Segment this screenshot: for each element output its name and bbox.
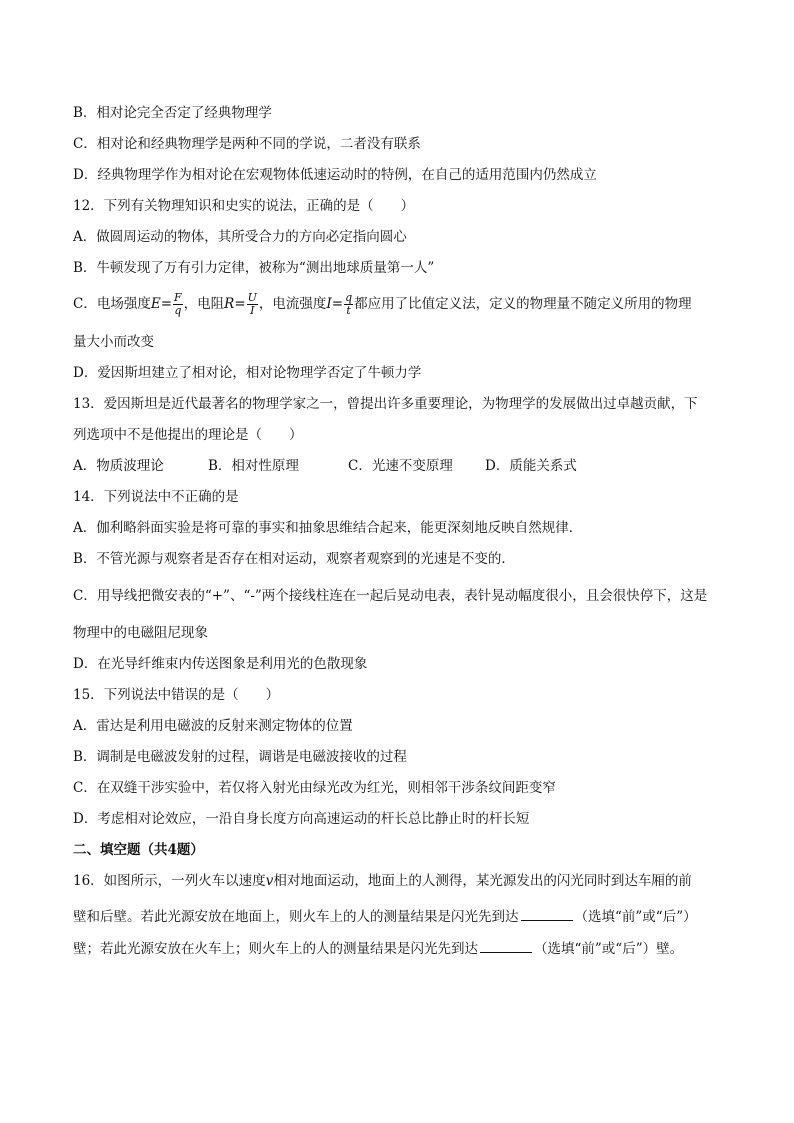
q12c-text-3: ，电流强度 [258,296,327,312]
answer-blank-1[interactable] [521,906,573,921]
q16-text-5: 壁；若此光源安放在火车上；则火车上的人的测量结果是闪光先到达 [73,941,478,957]
q12-stem: 12．下列有关物理知识和史实的说法，正确的是（ ） [73,198,415,214]
q14-stem: 14．下列说法中不正确的是 [73,489,239,505]
q15-option-b: B．调制是电磁波发射的过程，调谐是电磁波接收的过程 [73,749,407,765]
q16-text-2: 相对地面运动，地面上的人测得，某光源发出的闪光同时到达车厢的前 [273,873,692,889]
q15-option-d: D．考虑相对论效应，一沿自身长度方向高速运动的杆长总比静止时的杆长短 [73,811,530,827]
answer-blank-2[interactable] [480,938,532,953]
q13-options [73,457,734,475]
q11-option-c: C．相对论和经典物理学是两种不同的学说，二者没有联系 [73,136,421,152]
fraction-numerator: F [174,291,182,304]
fraction-numerator: U [247,291,257,304]
q12c-text-1: C．电场强度 [73,296,151,312]
q15-option-a: A．雷达是利用电磁波的反射来测定物体的位置 [73,718,353,734]
q13-option-d: D．质能关系式 [485,458,577,474]
q16-text-6: （选填“前”或“后”）壁。 [534,941,684,957]
q16-text-3: 壁和后壁。若此光源安放在地面上，则火车上的人的测量结果是闪光先到达 [73,909,519,925]
q16-symbol-v: v [265,873,274,889]
q12c-symbol-i: I [326,296,332,312]
q15-stem: 15．下列说法中错误的是（ ） [73,687,280,703]
fraction-q-over-t [344,292,353,317]
q13-option-b: B．相对性原理 [208,458,299,474]
fraction-denominator: q [174,304,182,317]
fraction-f-over-q [173,292,183,317]
q12c-text-4: 都应用了比值定义法，定义的物理量不随定义所用的物理 [354,296,692,312]
fraction-numerator: q [345,291,353,304]
q11-option-b: B．相对论完全否定了经典物理学 [73,105,272,121]
section-heading: 二、填空题（共4题） [73,842,204,858]
q16-text-1: 16．如图所示，一列火车以速度 [73,873,266,889]
q13-stem-1: 13．爱因斯坦是近代最著名的物理学家之一，曾提出许多重要理论，为物理学的发展做出过卓越贡献，下 [73,396,698,412]
q12c-symbol-r: R [224,296,235,312]
q14-option-d: D．在光导纤维束内传送图象是利用光的色散现象 [73,656,368,672]
q16-stem-3 [73,938,734,958]
fraction-u-over-i [247,292,258,317]
q12c-equals-3: = [331,296,344,312]
q12-option-a: A．做圆周运动的物体，其所受合力的方向必定指向圆心 [73,229,407,245]
q14-option-b: B．不管光源与观察者是否存在相对运动，观察者观察到的光速是不变的． [73,551,515,567]
q12-option-c-cont: 量大小而改变 [73,334,154,350]
q16-stem-2 [73,906,734,926]
q12c-text-2: ，电阻 [183,296,225,312]
q16-text-4: （选填“前”或“后”） [574,909,697,925]
q14-option-c-cont: 物理中的电磁阻尼现象 [73,625,208,641]
q12-option-c [73,292,734,317]
q16-stem-1 [73,872,734,890]
q14-option-a: A．伽利略斜面实验是将可靠的事实和抽象思维结合起来，能更深刻地反映自然规律． [73,520,583,536]
q11-option-d: D．经典物理学作为相对论在宏观物体低速运动时的特例，在自己的适用范围内仍然成立 [73,167,597,183]
q12c-symbol-e: E [150,296,161,312]
q13-option-a: A．物质波理论 [73,458,164,474]
q12-option-d: D．爱因斯坦建立了相对论，相对论物理学否定了牛顿力学 [73,365,422,381]
q12c-equals-1: = [160,296,173,312]
q15-option-c: C．在双缝干涉实验中，若仅将入射光由绿光改为红光，则相邻干涉条纹间距变窄 [73,780,556,796]
q13-option-c: C．光速不变原理 [348,458,453,474]
q14-option-c: C．用导线把微安表的“+”、“-”两个接线柱连在一起后晃动电表，表针晃动幅度很小，且会很快停下，这是 [73,588,708,604]
q12-option-b: B．牛顿发现了万有引力定律，被称为“测出地球质量第一人” [73,260,435,276]
fraction-denominator: t [346,304,351,317]
q12c-equals-2: = [234,296,246,312]
fraction-denominator: I [250,304,255,317]
q13-stem-2: 列选项中不是他提出的理论是（ ） [73,427,303,443]
